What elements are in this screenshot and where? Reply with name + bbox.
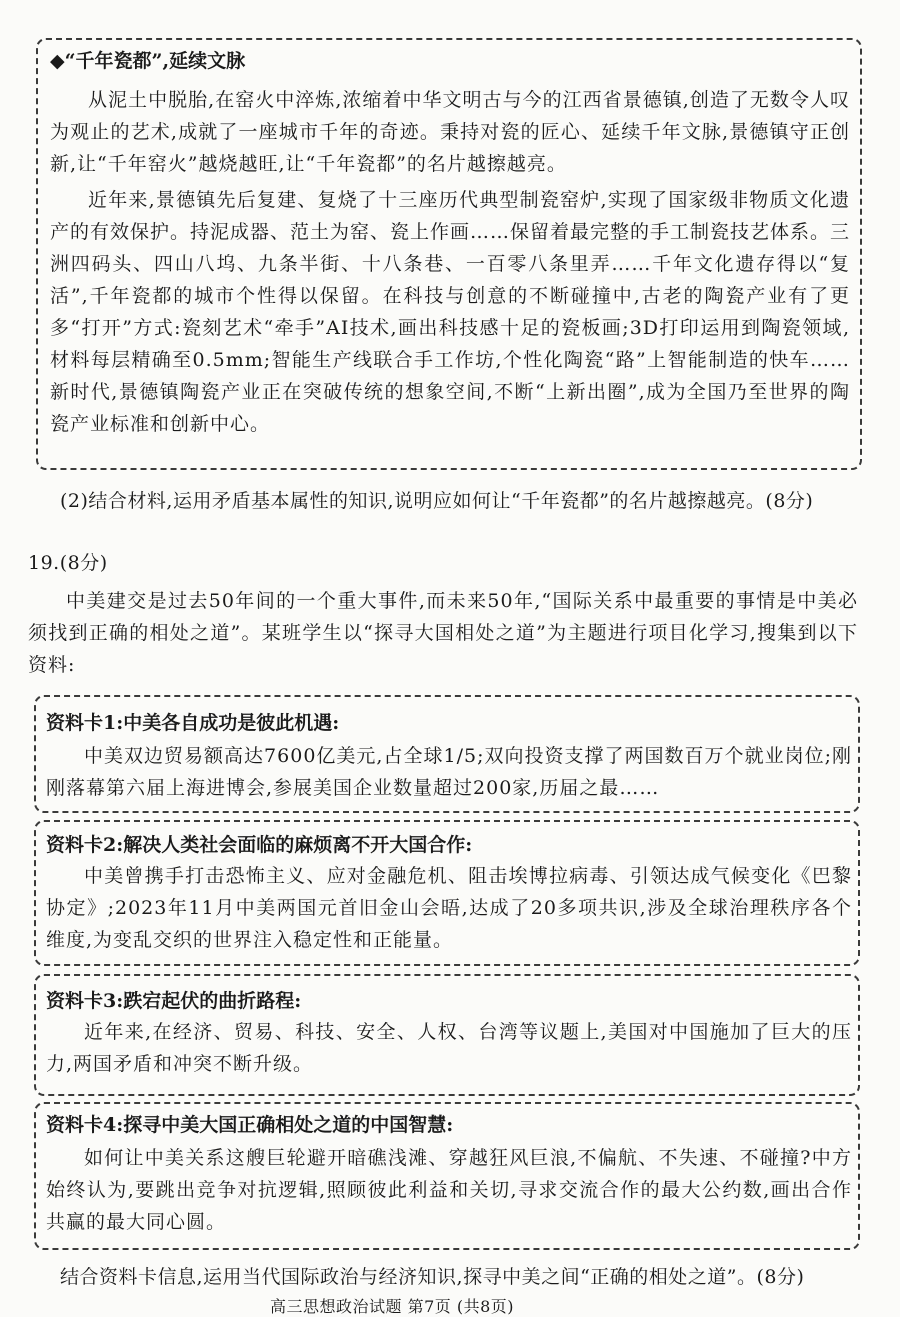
page-footer: 高三思想政治试题 第7页 (共8页) bbox=[270, 1297, 515, 1316]
card-2-title: 资料卡2:解决人类社会面临的麻烦离不开大国合作: bbox=[46, 834, 473, 856]
final-question: 结合资料卡信息,运用当代国际政治与经济知识,探寻中美之间“正确的相处之道”。(8分) bbox=[60, 1266, 805, 1288]
card-2-body: 中美曾携手打击恐怖主义、应对金融危机、阻击埃博拉病毒、引领达成气候变化《巴黎协定》;2023年11月中美两国元首旧金山会晤,达成了20多项共识,涉及全球治理秩序各个维度,为变乱交织的世界注入稳定性和正能量。 bbox=[46, 865, 852, 951]
card-1-title: 资料卡1:中美各自成功是彼此机遇: bbox=[46, 712, 340, 734]
card-4-title: 资料卡4:探寻中美大国正确相处之道的中国智慧: bbox=[46, 1114, 454, 1136]
question-19-number: 19.(8分) bbox=[28, 552, 108, 574]
card-3-title: 资料卡3:跌宕起伏的曲折路程: bbox=[46, 990, 302, 1012]
section-title: ◆“千年瓷都”,延续文脉 bbox=[50, 50, 246, 72]
paragraph-1: 从泥土中脱胎,在窑火中淬炼,浓缩着中华文明古与今的江西省景德镇,创造了无数令人叹为观止的艺术,成就了一座城市千年的奇迹。秉持对瓷的匠心、延续千年文脉,景德镇守正创新,让“千年窑火”越烧越旺,让“千年瓷都”的名片越擦越亮。 bbox=[50, 89, 850, 175]
card-3-body: 近年来,在经济、贸易、科技、安全、人权、台湾等议题上,美国对中国施加了巨大的压力,两国矛盾和冲突不断升级。 bbox=[46, 1021, 852, 1075]
question-2: (2)结合材料,运用矛盾基本属性的知识,说明应如何让“千年瓷都”的名片越擦越亮。(8分) bbox=[60, 490, 814, 512]
question-19-intro: 中美建交是过去50年间的一个重大事件,而未来50年,“国际关系中最重要的事情是中美必须找到正确的相处之道”。某班学生以“探寻大国相处之道”为主题进行项目化学习,搜集到以下资料: bbox=[28, 590, 858, 676]
card-4-body: 如何让中美关系这艘巨轮避开暗礁浅滩、穿越狂风巨浪,不偏航、不失速、不碰撞?中方始终认为,要跳出竞争对抗逻辑,照顾彼此利益和关切,寻求交流合作的最大公约数,画出合作共赢的最大同心圆。 bbox=[46, 1147, 852, 1233]
paragraph-2: 近年来,景德镇先后复建、复烧了十三座历代典型制瓷窑炉,实现了国家级非物质文化遗产的有效保护。持泥成器、范土为窑、瓷上作画……保留着最完整的手工制瓷技艺体系。三洲四码头、四山八坞、九条半街、十八条巷、一百零八条里弄……千年文化遗存得以“复活”,千年瓷都的城市个性得以保留。在科技与创意的不断碰撞中,古老的陶瓷产业有了更多“打开”方式:瓷刻艺术“牵手”AI技术,画出科技感十足的瓷板画;3D打印运用到陶瓷领域,材料每层精确至0.5mm;智能生产线联合手工作坊,个性化陶瓷“路”上智能制造的快车……新时代,景德镇陶瓷产业正在突破传统的想象空间,不断“上新出圈”,成为全国乃至世界的陶瓷产业标准和创新中心。 bbox=[50, 189, 851, 435]
card-1-body: 中美双边贸易额高达7600亿美元,占全球1/5;双向投资支撑了两国数百万个就业岗位;刚刚落幕第六届上海进博会,参展美国企业数量超过200家,历届之最…… bbox=[46, 745, 852, 799]
